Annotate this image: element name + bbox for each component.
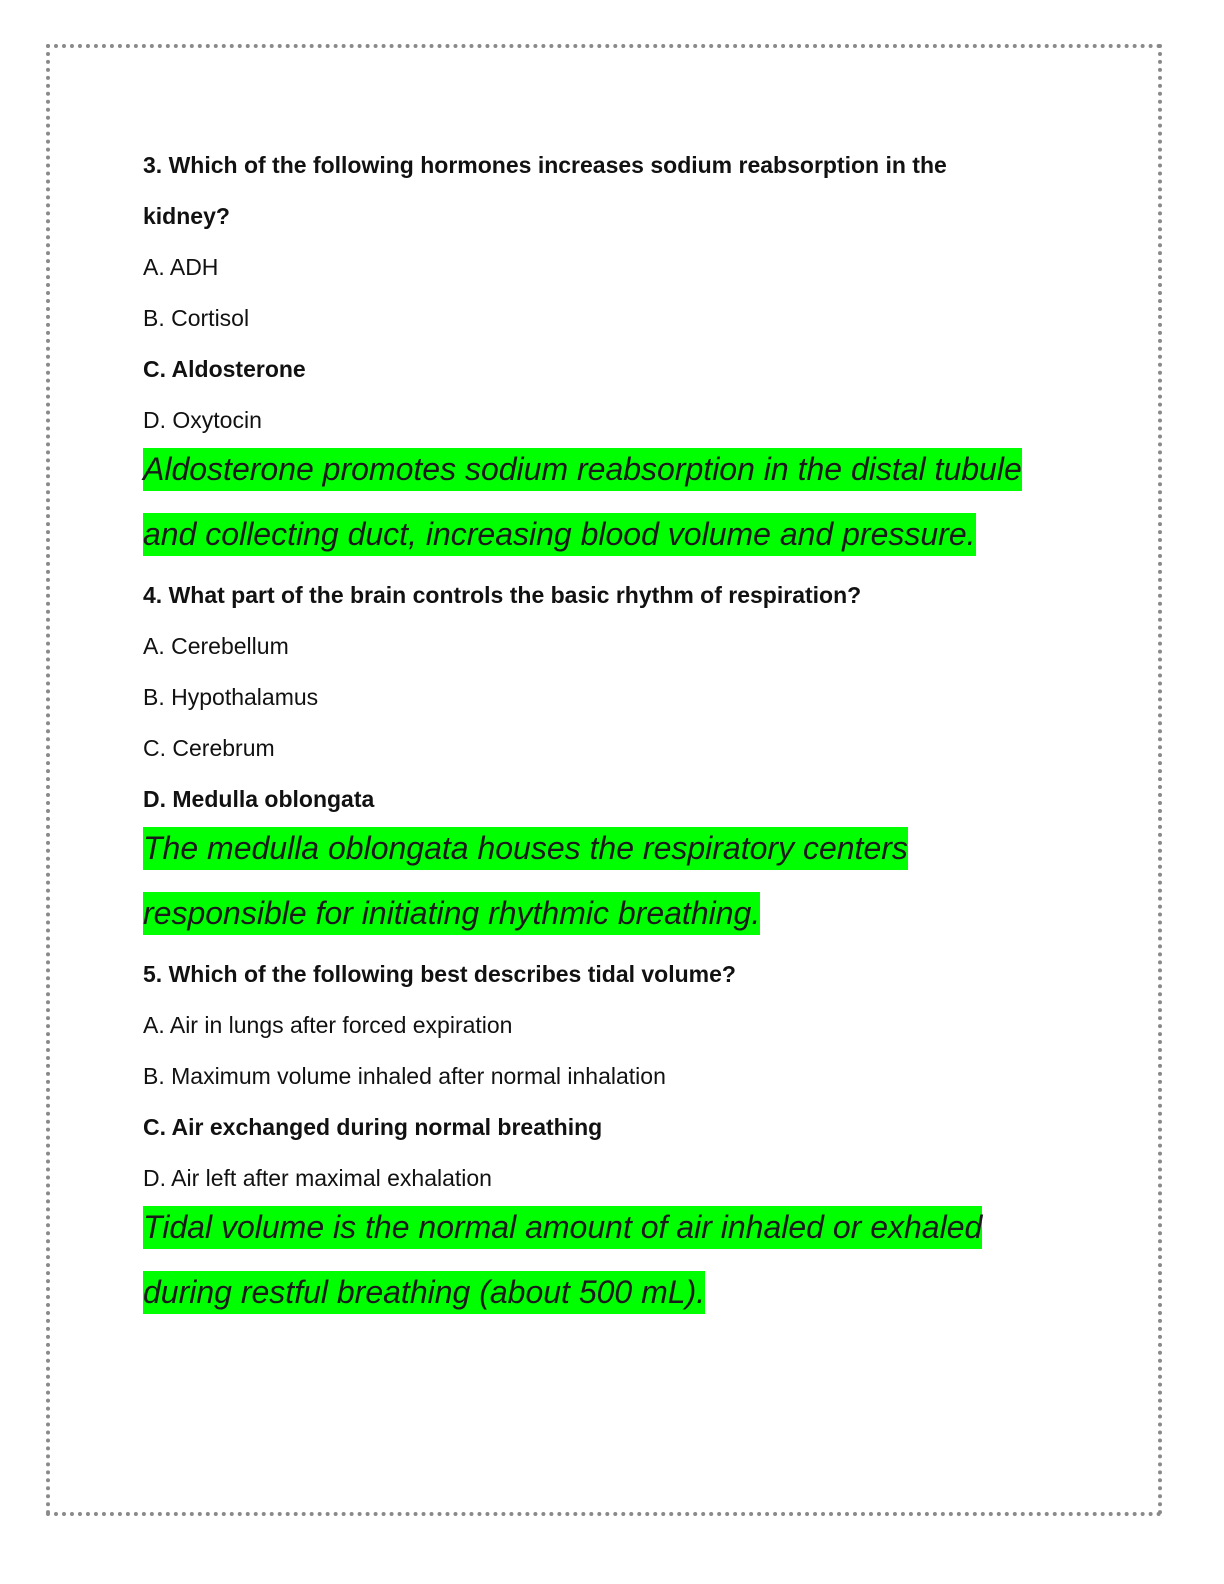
correct-answer-option: C. Aldosterone	[143, 356, 306, 382]
question-block-3	[143, 140, 1103, 556]
answer-option: D. Air left after maximal exhalation	[143, 1165, 492, 1191]
answer-option: B. Maximum volume inhaled after normal inhalation	[143, 1063, 666, 1089]
answer-option: A. Cerebellum	[143, 633, 289, 659]
explanation-line: during restful breathing (about 500 mL).	[143, 1271, 705, 1314]
answer-option: B. Cortisol	[143, 305, 250, 331]
question-list	[143, 140, 1103, 1328]
question-text-line: 5. Which of the following best describes tidal volume?	[143, 961, 736, 987]
explanation	[143, 827, 1103, 935]
explanation-line: and collecting duct, increasing blood volume and pressure.	[143, 513, 976, 556]
explanation-line: Aldosterone promotes sodium reabsorption in the distal tubule	[143, 448, 1022, 491]
question-text-line: kidney?	[143, 203, 230, 229]
explanation	[143, 1206, 1103, 1314]
answer-option: B. Hypothalamus	[143, 684, 319, 710]
answer-option: D. Oxytocin	[143, 407, 262, 433]
correct-answer-option: D. Medulla oblongata	[143, 786, 375, 812]
question-text-line: 3. Which of the following hormones increases sodium reabsorption in the	[143, 152, 947, 178]
explanation	[143, 448, 1103, 556]
answer-option: A. ADH	[143, 254, 219, 280]
explanation-line: Tidal volume is the normal amount of air inhaled or exhaled	[143, 1206, 982, 1249]
answer-option: A. Air in lungs after forced expiration	[143, 1012, 513, 1038]
explanation-line: The medulla oblongata houses the respiratory centers	[143, 827, 908, 870]
answer-option: C. Cerebrum	[143, 735, 275, 761]
question-text-line: 4. What part of the brain controls the basic rhythm of respiration?	[143, 582, 862, 608]
question-block-4	[143, 570, 1103, 935]
correct-answer-option: C. Air exchanged during normal breathing	[143, 1114, 603, 1140]
explanation-line: responsible for initiating rhythmic breathing.	[143, 892, 760, 935]
question-block-5	[143, 949, 1103, 1314]
